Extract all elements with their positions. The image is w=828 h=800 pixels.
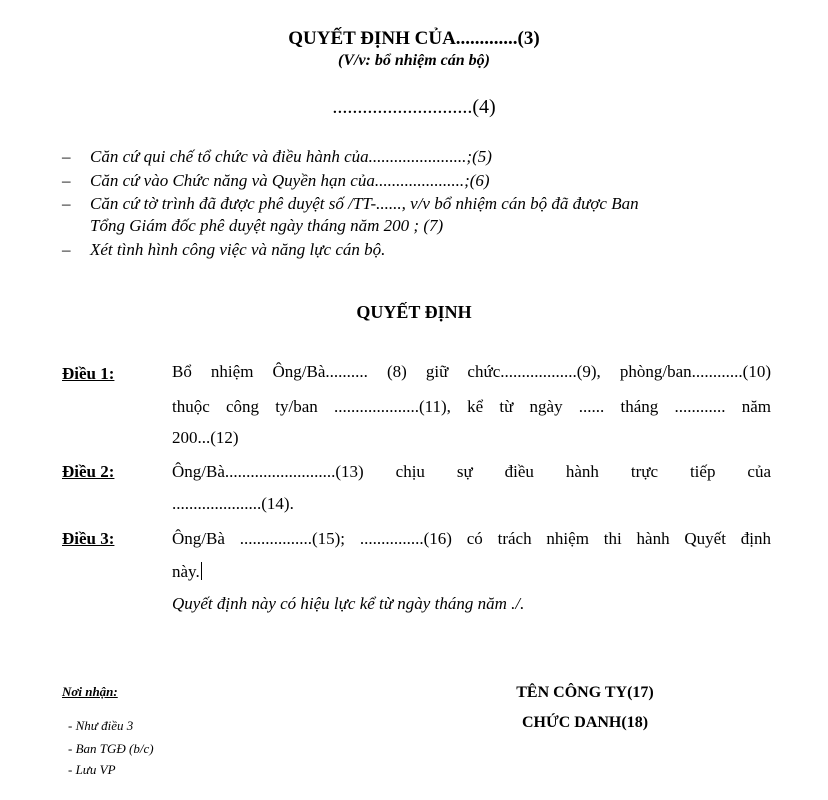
- recipients-title: Nơi nhận:: [62, 684, 118, 699]
- signature-company: TÊN CÔNG TY(17): [516, 684, 654, 701]
- dash-bullet-icon: –: [62, 194, 71, 213]
- document-title: QUYẾT ĐỊNH CỦA.............(3): [288, 28, 540, 49]
- article-3-line-2: [172, 562, 202, 582]
- dash-bullet-icon: –: [62, 147, 71, 166]
- recipient-item-2: - Ban TGĐ (b/c): [68, 741, 154, 756]
- article-1-line-3: 200...(12): [172, 428, 239, 447]
- dash-bullet-icon: –: [62, 171, 71, 190]
- article-1-line-1: Bổ nhiệm Ông/Bà.......... (8) giữ chức..................(9), phòng/ban............(10): [172, 362, 771, 381]
- basis-text-2: Căn cứ vào Chức năng và Quyền hạn của.....................;(6): [90, 171, 490, 190]
- text-cursor-icon: [201, 562, 202, 580]
- recipient-item-3: - Lưu VP: [68, 762, 116, 777]
- basis-text-3: Căn cứ tờ trình đã được phê duyệt số /TT-......, v/v bổ nhiệm cán bộ đã được Ban: [90, 194, 639, 213]
- basis-text-4: Xét tình hình công việc và năng lực cán bộ.: [90, 240, 386, 259]
- basis-item-3: [62, 194, 639, 214]
- signature-position: CHỨC DANH(18): [521, 714, 649, 731]
- article-2-line-1: Ông/Bà..........................(13) chịu sự điều hành trực tiếp của: [172, 462, 771, 481]
- article-2-label: Điều 2:: [62, 462, 115, 481]
- article-3-line-2-text: này.: [172, 562, 200, 581]
- document-subtitle: (V/v: bổ nhiệm cán bộ): [338, 52, 490, 69]
- basis-text-1: Căn cứ qui chế tổ chức và điều hành của.......................;(5): [90, 147, 492, 166]
- decision-heading: QUYẾT ĐỊNH: [356, 302, 472, 322]
- basis-item-4: [62, 240, 385, 260]
- article-1-label: Điều 1:: [62, 364, 115, 383]
- basis-item-1: [62, 147, 492, 167]
- dash-bullet-icon: –: [62, 240, 71, 259]
- basis-item-3-continued: Tổng Giám đốc phê duyệt ngày tháng năm 200 ; (7): [90, 216, 444, 235]
- article-1-line-2: thuộc công ty/ban ....................(11), kể từ ngày ...... tháng ............ năm: [172, 397, 771, 416]
- article-3-line-1: Ông/Bà .................(15); ...............(16) có trách nhiệm thi hành Quyết định: [172, 529, 771, 548]
- effective-clause: Quyết định này có hiệu lực kể từ ngày tháng năm ./.: [172, 594, 525, 613]
- article-2-line-2: .....................(14).: [172, 494, 294, 513]
- recipient-item-1: - Như điều 3: [68, 718, 134, 733]
- article-3-label: Điều 3:: [62, 529, 115, 548]
- organization-line: ............................(4): [332, 96, 496, 118]
- basis-item-2: [62, 171, 490, 191]
